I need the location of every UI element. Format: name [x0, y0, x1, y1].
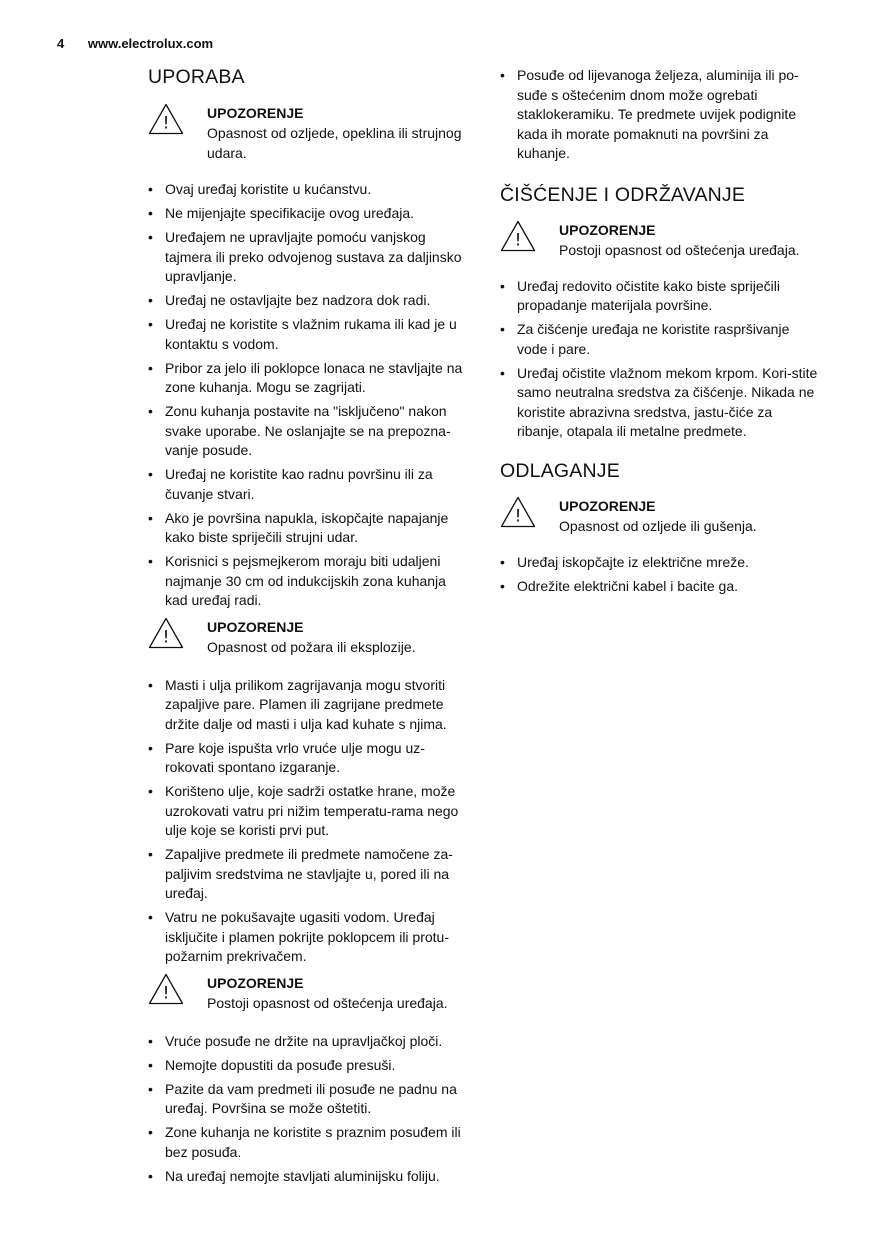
- warning-triangle-icon: [500, 496, 559, 528]
- svg-text:!: !: [162, 983, 170, 1003]
- list-item: • Ne mijenjajte specifikacije ovog uređaja.: [148, 204, 470, 224]
- warning-block: [500, 496, 818, 536]
- list-item: • Zapaljive predmete ili predmete namočene za-paljivim sredstvima ne stavljajte u, pored ili na uređaj.: [148, 845, 470, 904]
- svg-text:!: !: [162, 113, 170, 134]
- website-url[interactable]: www.electrolux.com: [87, 36, 214, 51]
- warning-text: Opasnost od ozljede, opeklina ili strujnog udara.: [207, 125, 462, 161]
- list-item: • Ovaj uređaj koristite u kućanstvu.: [148, 180, 470, 200]
- section-title-ciscenje: ČIŠĆENJE I ODRŽAVANJE: [500, 183, 746, 206]
- right-column: [500, 66, 818, 601]
- warning-triangle-icon: [148, 973, 207, 1005]
- list-item: • Nemojte dopustiti da posuđe presuši.: [148, 1056, 470, 1076]
- list-item: • Za čišćenje uređaja ne koristite raspršivanje vode i pare.: [500, 320, 818, 359]
- warning-title: UPOZORENJE: [207, 618, 304, 635]
- bullet-list: [148, 1032, 470, 1187]
- warning-title: UPOZORENJE: [207, 974, 304, 991]
- list-item: • Zone kuhanja ne koristite s praznim posuđem ili bez posuđa.: [148, 1123, 470, 1162]
- list-item: • Posuđe od lijevanoga željeza, aluminija ili po-suđe s oštećenim dnom može ogrebati staklokeramiku. Te predmete uvijek podignite kada ih morate pomaknuti na površini za kuhanje.: [500, 66, 818, 164]
- warning-title: UPOZORENJE: [207, 105, 304, 121]
- warning-block: [148, 103, 470, 163]
- warning-text: Postoji opasnost od oštećenja uređaja.: [207, 994, 448, 1011]
- bullet-list: [148, 676, 470, 967]
- bullet-list: [500, 277, 818, 442]
- warning-triangle-icon: [148, 103, 207, 135]
- page-number: 4: [57, 36, 65, 51]
- list-item: • Vruće posuđe ne držite na upravljačkoj ploči.: [148, 1032, 470, 1052]
- warning-text: Postoji opasnost od oštećenja uređaja.: [559, 241, 800, 258]
- list-item: • Pare koje ispušta vrlo vruće ulje mogu uz-rokovati spontano izgaranje.: [148, 739, 470, 778]
- page-header: [57, 36, 213, 51]
- list-item: • Odrežite električni kabel i bacite ga.: [500, 577, 818, 597]
- warning-block: [148, 617, 470, 657]
- list-item: • Vatru ne pokušavajte ugasiti vodom. Uređaj isključite i plamen pokrijte poklopcem ili protu-požarnim prekrivačem.: [148, 908, 470, 967]
- svg-text:!: !: [514, 230, 522, 250]
- list-item: • Uređaj ne koristite s vlažnim rukama ili kad je u kontaktu s vodom.: [148, 315, 470, 354]
- list-item: • Pribor za jelo ili poklopce lonaca ne stavljajte na zone kuhanja. Mogu se zagrijati.: [148, 359, 470, 398]
- warning-text: Opasnost od požara ili eksplozije.: [207, 638, 416, 655]
- bullet-list: [500, 553, 818, 597]
- svg-text:!: !: [514, 506, 522, 526]
- list-item: • Zonu kuhanja postavite na "isključeno" nakon svake uporabe. Ne oslanjajte se na prepozna-vanje posude.: [148, 402, 470, 461]
- list-item: • Uređajem ne upravljajte pomoću vanjskog tajmera ili preko odvojenog sustava za daljinsko upravljanje.: [148, 228, 470, 287]
- left-column: [148, 66, 470, 1191]
- warning-block: [148, 973, 470, 1013]
- svg-text:!: !: [162, 627, 170, 647]
- warning-text: Opasnost od ozljede ili gušenja.: [559, 517, 757, 534]
- list-item: • Uređaj redovito očistite kako biste spriječili propadanje materijala površine.: [500, 277, 818, 316]
- bullet-list: [148, 180, 470, 611]
- warning-title: UPOZORENJE: [559, 497, 656, 514]
- list-item: • Masti i ulja prilikom zagrijavanja mogu stvoriti zapaljive pare. Plamen ili zagrijane predmete držite dalje od masti i ulja kad kuhate s njima.: [148, 676, 470, 735]
- list-item: • Korišteno ulje, koje sadrži ostatke hrane, može uzrokovati vatru pri nižim temperatu-rama nego ulje koje se koristi prvi put.: [148, 782, 470, 841]
- list-item: • Na uređaj nemojte stavljati aluminijsku foliju.: [148, 1167, 470, 1187]
- warning-triangle-icon: [148, 617, 207, 649]
- list-item: • Uređaj iskopčajte iz električne mreže.: [500, 553, 818, 573]
- section-title-odlaganje: ODLAGANJE: [500, 459, 620, 482]
- list-item: • Korisnici s pejsmejkerom moraju biti udaljeni najmanje 30 cm od indukcijskih zona kuhanja kad uređaj radi.: [148, 552, 470, 611]
- warning-title: UPOZORENJE: [559, 221, 656, 238]
- list-item: • Ako je površina napukla, iskopčajte napajanje kako biste spriječili strujni udar.: [148, 509, 470, 548]
- warning-block: [500, 220, 818, 260]
- warning-triangle-icon: [500, 220, 559, 252]
- list-item: • Uređaj ne koristite kao radnu površinu ili za čuvanje stvari.: [148, 465, 470, 504]
- list-item: • Uređaj očistite vlažnom mekom krpom. Kori-stite samo neutralna sredstva za čišćenje. Nikada ne koristite abrazivna sredstva, jastu-čiće za ribanje, otapala ili metalne predmete.: [500, 364, 818, 442]
- list-item: • Uređaj ne ostavljajte bez nadzora dok radi.: [148, 291, 470, 311]
- bullet-list: [500, 66, 818, 164]
- list-item: • Pazite da vam predmeti ili posuđe ne padnu na uređaj. Površina se može oštetiti.: [148, 1080, 470, 1119]
- section-title-uporaba: UPORABA: [148, 66, 245, 88]
